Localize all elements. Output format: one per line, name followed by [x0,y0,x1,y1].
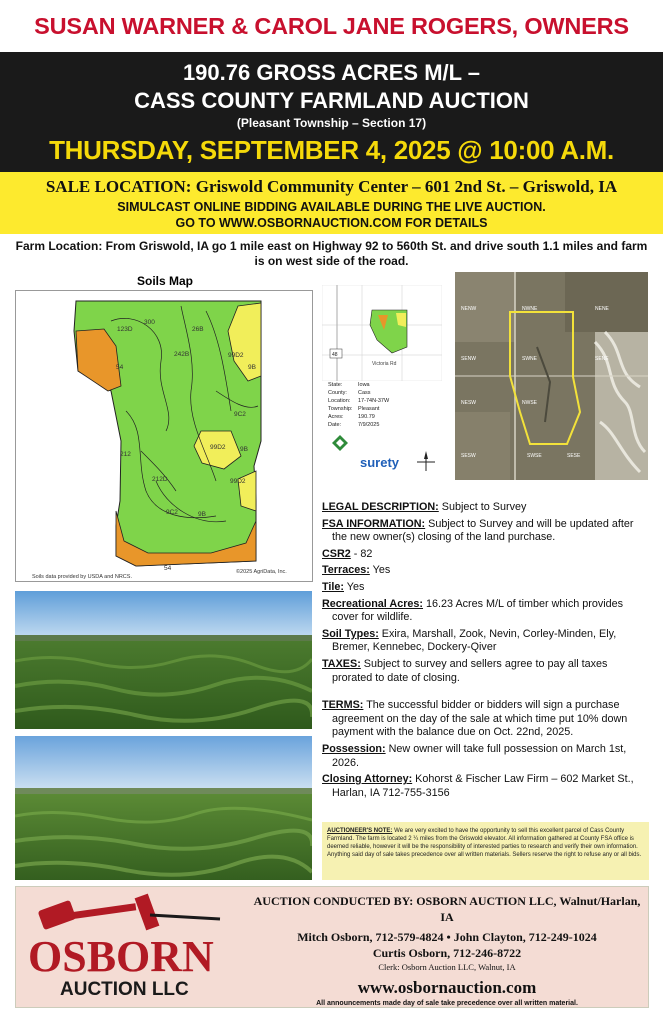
soil-label: 26B [192,326,204,333]
aerial-label: SWSE [527,453,542,459]
aerial-label: SESW [461,453,476,459]
tile: Tile: Yes [322,580,365,593]
website-link[interactable]: www.osbornauction.com [357,978,537,997]
website-notice: GO TO WWW.OSBORNAUCTION.COM FOR DETAILS [175,216,488,230]
plat-map-graphic [322,285,442,381]
soil-label: 54 [116,364,124,371]
soil-label: 212D [152,476,168,483]
aerial-map [455,272,648,480]
diamond-logo-icon [332,435,348,451]
aerial-label: SESE [567,453,581,459]
aerial-label: SWNE [522,356,537,362]
plat-map [322,285,442,481]
plat-info-row: State: Iowa [328,382,370,388]
aerial-label: NESW [461,400,476,406]
taxes: TAXES: Subject to survey and sellers agree to pay all taxes prorated to date of closing. [322,657,608,684]
plat-info-row: Date: 7/9/2025 [328,422,380,428]
sale-location: SALE LOCATION: Griswold Community Center – 601 2nd St. – Griswold, IA [45,177,618,196]
soil-label: 242B [174,351,190,358]
soil-types: Soil Types: Exira, Marshall, Zook, Nevin, Corley-Minden, Ely, Bremer, Kennebec, Dockery-Qiver [322,627,617,654]
aerial-label: SENW [461,356,476,362]
crop-photo-1 [15,591,312,729]
closing-attorney: Closing Attorney: Kohorst & Fischer Law Firm – 602 Market St., Harlan, IA 712-755-3156 [322,773,634,799]
aerial-label: NWSE [522,400,537,406]
soil-label: 9B [248,364,256,371]
plat-highway-label: 48 [332,352,338,358]
surety-brand: surety [360,455,400,470]
footer-text [248,893,646,1009]
contacts: Mitch Osborn, 712-579-4824 • John Clayton, 712-249-1024 [297,930,597,944]
farm-location: Farm Location: From Griswold, IA go 1 mile east on Highway 92 to 560th St. and drive south 1.1 miles and farm is on west side of the road. [15,239,648,268]
compass-icon [417,451,435,471]
soil-label: 9B [198,511,206,518]
owners-heading: SUSAN WARNER & CAROL JANE ROGERS, OWNERS [0,0,663,52]
soil-label: 54 [164,565,172,572]
soils-credit-right: ©2025 AgriData, Inc. [236,569,287,575]
soils-map [15,290,313,582]
aerial-label: NWNE [522,306,538,312]
soil-label: 123D [117,326,133,333]
soils-map-title: Soils Map [136,274,193,288]
gavel-icon [38,894,220,931]
logo-auction-llc: AUCTION LLC [60,979,189,1000]
legal-description: LEGAL DESCRIPTION: Subject to Survey [322,501,527,513]
corn-field-photo [15,736,312,880]
soil-label: 9B [240,446,248,453]
aerial-label: NENE [595,306,609,312]
township-line: (Pleasant Township – Section 17) [236,116,427,130]
soil-label: 99D2 [230,478,246,485]
corn-field-photo [15,591,312,729]
soil-label: 99D2 [210,444,226,451]
possession: Possession: New owner will take full possession on March 1st, 2026. [322,742,627,769]
soils-map-graphic [16,291,312,581]
auction-line: CASS COUNTY FARMLAND AUCTION [134,88,529,113]
plat-info-row: Acres: 190.79 [328,414,375,420]
sale-location-band [0,172,663,234]
clerk: Clerk: Osborn Auction LLC, Walnut, IA [378,962,516,972]
crop-photo-2 [15,736,312,880]
acres-line: 190.76 GROSS ACRES M/L – [182,60,481,85]
recreational-acres: Recreational Acres: 16.23 Acres M/L of timber which provides cover for wildlife. [322,597,624,624]
csr2: CSR2 - 82 [322,547,373,560]
terraces: Terraces: Yes [322,564,391,577]
aerial-map-graphic [455,272,648,480]
osborn-logo [20,893,252,1001]
soils-credit-left: Soils data provided by USDA and NRCS. [32,574,132,580]
aerial-label: NENW [461,306,477,312]
contact-curtis: Curtis Osborn, 712-246-8722 [372,946,522,960]
auction-title-band [0,52,663,172]
property-details [322,501,650,803]
simulcast-notice: SIMULCAST ONLINE BIDDING AVAILABLE DURING THE LIVE AUCTION. [117,200,546,214]
soil-label: 9C2 [166,509,178,516]
disclaimer: All announcements made day of sale take precedence over all written material. [316,1000,578,1007]
soil-label: 300 [144,319,155,326]
plat-info-row: Location: 17-74N-37W [328,398,390,404]
auctioneer-footer [15,886,649,1008]
plat-info-row: County: Cass [328,390,371,396]
soil-label: 99D2 [228,352,244,359]
plat-road-label: Victoria Rd [372,361,397,367]
soil-label: 9C2 [234,411,246,418]
auction-date: THURSDAY, SEPTEMBER 4, 2025 @ 10:00 A.M. [49,135,614,165]
plat-info [328,381,389,429]
terms: TERMS: The successful bidder or bidders will sign a purchase agreement on the day of the sale at which time put 10% down payment with the balance due on Oct. 22nd, 2025. [322,699,628,739]
auctioneers-note: AUCTIONEER'S NOTE: We are very excited to have the opportunity to sell this excellent parcel of Cass County Farmland. The farm is located 2 ¼ miles from the Griswold elevator. All information gathered at County FSA office is deemed reliable, however it will be the responsibility of interested parties to research and verify their own information. Anything said day of sale takes precedence over all written materials. Sellers reserve the right to refuse any or all bids. [322,822,649,880]
plat-info-row: Township: Pleasant [328,406,380,412]
plat-logos [328,431,438,471]
fsa-information: FSA INFORMATION: Subject to Survey and will be updated after the new owner(s) closing of the land purchase. [322,517,634,544]
conducted-by: AUCTION CONDUCTED BY: OSBORN AUCTION LLC, Walnut/Harlan, IA [253,894,641,924]
soil-label: 212 [120,451,131,458]
logo-osborn: OSBORN [28,932,214,981]
aerial-label: SENE [595,356,609,362]
